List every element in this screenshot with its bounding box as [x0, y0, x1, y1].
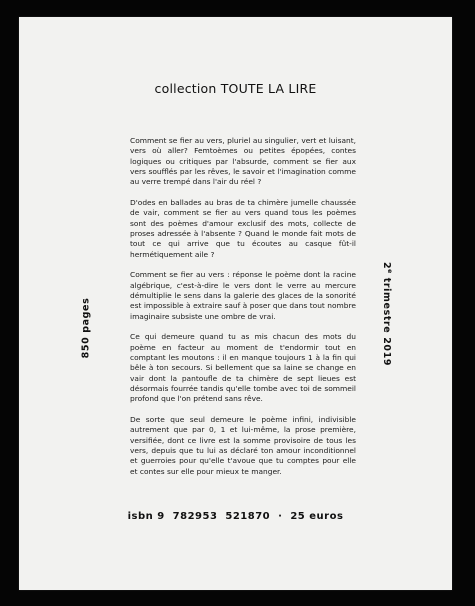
isbn-price-line: isbn 9 782953 521870 · 25 euros: [127, 511, 344, 522]
blurb-paragraph: De sorte que seul demeure le poème infini, indivisible autrement que par 0, 1 et lui-même, la prose première, versifiée, dont ce livre est la somme provisoire de tous les vers, depuis que tu lui as déclaré ton amour inconditionnel et guerroies pour qu'elle t'avoue que tu comptes pour elle et contes sur elle pour mieux te manger.: [130, 415, 356, 476]
page-count: 850 pages: [80, 297, 92, 359]
publication-date: [381, 262, 393, 366]
publication-date-number: 2: [381, 261, 392, 270]
blurb-paragraph: Ce qui demeure quand tu as mis chacun des mots du poème en facteur au moment de t'endormir tout en comptant les moutons : il en manque toujours 1 à la fin qui bêle à ton secours. Si bellement que sa laine se change en vair dont la pantoufle de ta chimère de sept lieues est désormais fourrée tandis qu'elle tombe avec toi de sommeil profond que l'on prétend sans rêve.: [130, 332, 356, 404]
blurb-paragraph: Comment se fier au vers : réponse le poème dont la racine algébrique, c'est-à-dire le vers dont le verre au mercure démultiplie le sens dans la galerie des glaces de la sonorité est impossible à extraire sauf à poser que dans tout nombre imaginaire subsiste une ombre de vrai.: [130, 270, 356, 321]
series-title: collection TOUTE LA LIRE: [154, 81, 317, 96]
blurb-text: [130, 136, 356, 487]
publication-date-ordinal: e: [386, 269, 393, 274]
publication-date-text: trimestre 2019: [381, 273, 392, 367]
book-back-cover: [19, 17, 452, 590]
blurb-paragraph: Comment se fier au vers, pluriel au singulier, vert et luisant, vers où aller? Femtoèmes ou petites épopées, contes logiques ou critiques par l'absurde, comment se fier aux vers soufflés par les rêves, le savoir et l'imagination comme au verre trempé dans l'air du réel ?: [130, 136, 356, 187]
blurb-paragraph: D'odes en ballades au bras de ta chimère jumelle chaussée de vair, comment se fier au vers quand tous les poèmes sont des poèmes d'amour exclusif des mots, collecte de proses adressée à l'absente ? Quand le monde fait mots de tout ce qui arrive que tu écoutes au casque fût-il hermétiquement aile ?: [130, 198, 356, 259]
